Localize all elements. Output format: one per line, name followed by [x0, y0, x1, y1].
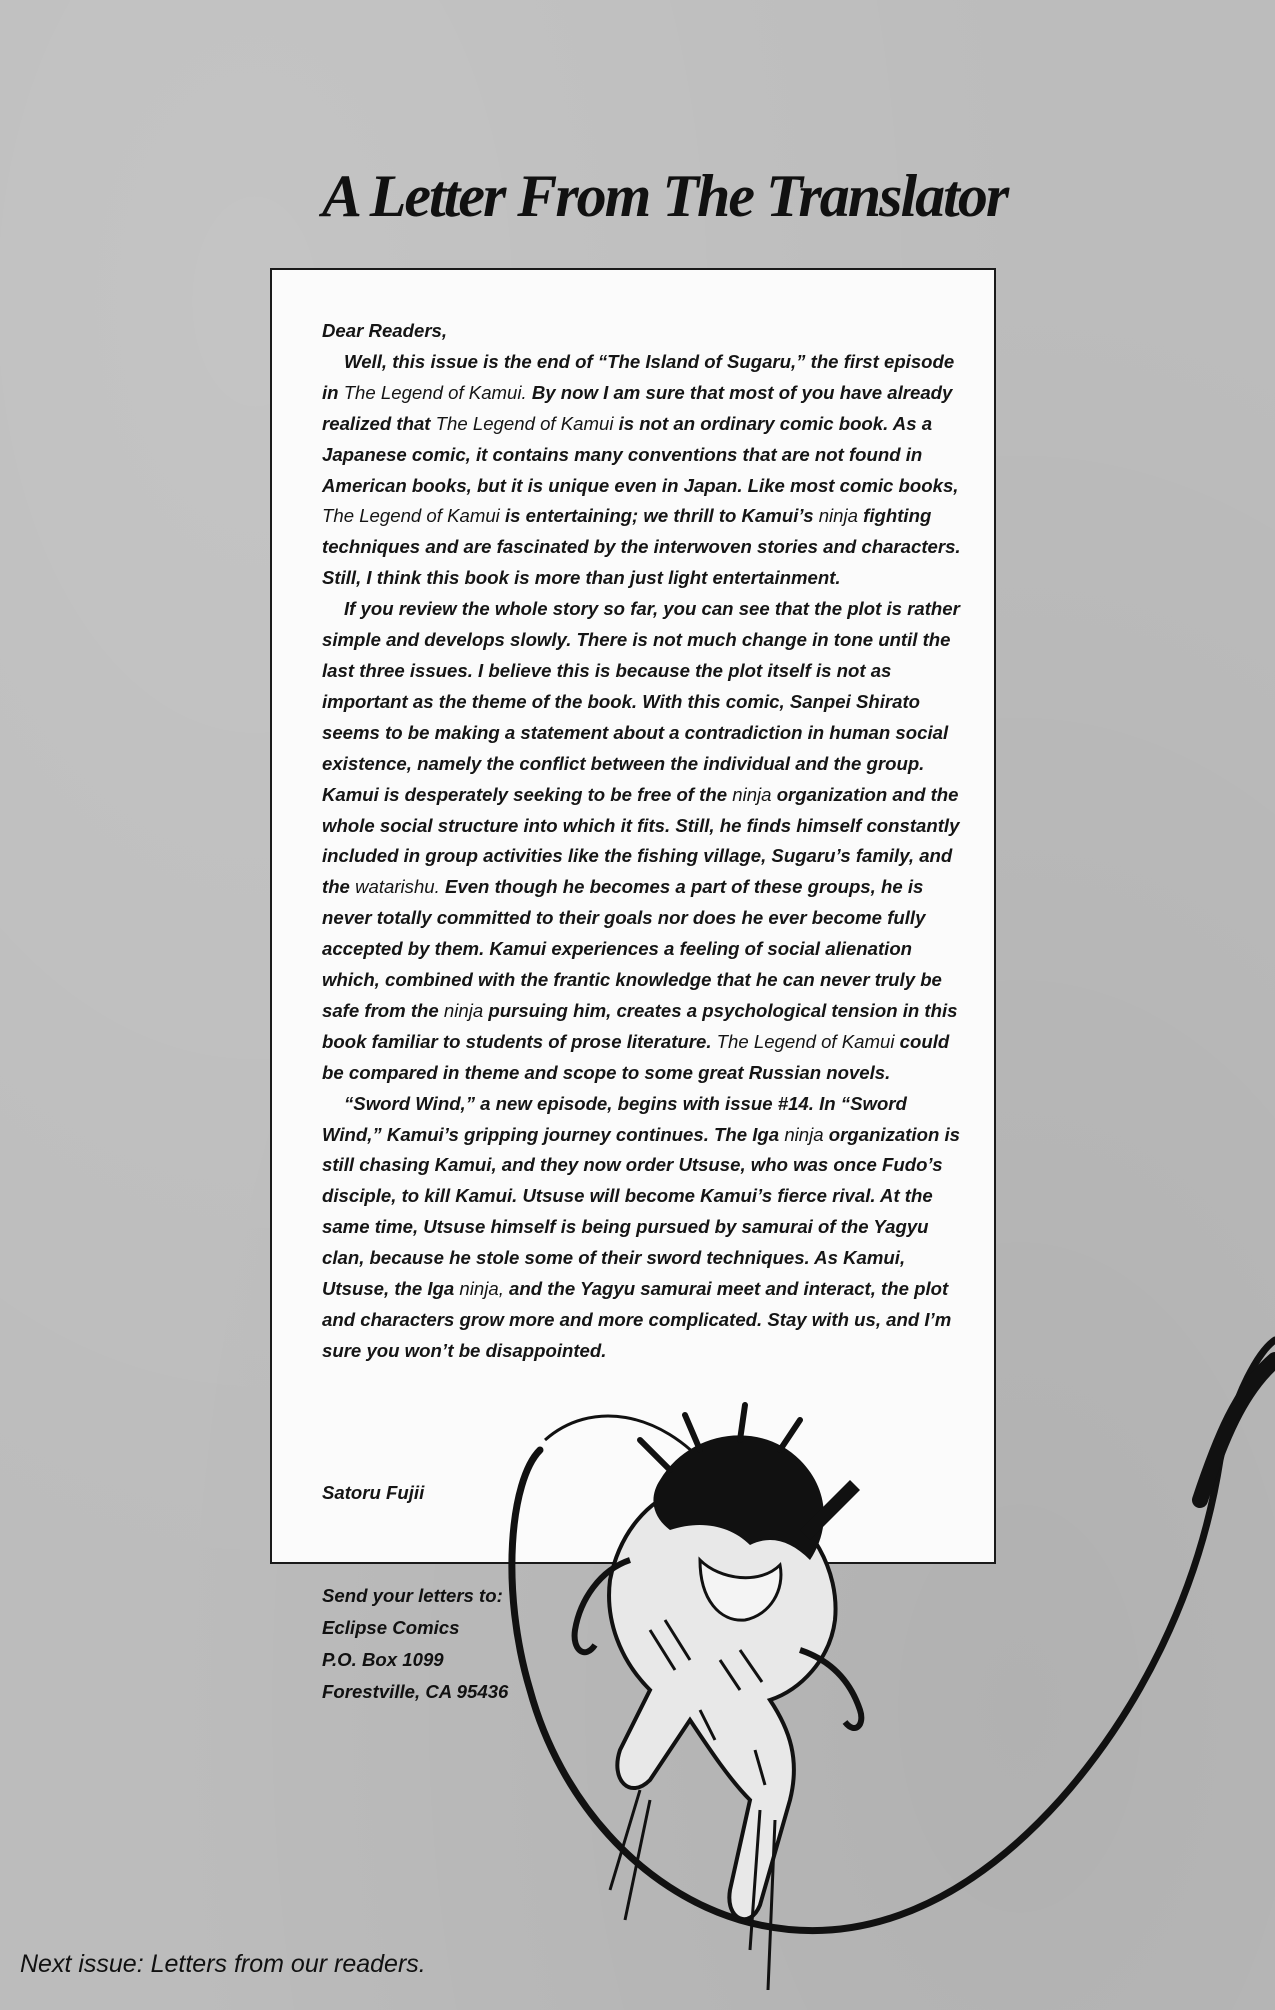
body-text: pursuing him, creates a psychological tension in this book familiar to students of prose literature.: [322, 999, 958, 1052]
body-text: Well, this issue is the end of “The Island of Sugaru,” the first episode in: [322, 350, 955, 403]
letter-signature: Satoru Fujii: [322, 1482, 425, 1503]
body-text: fighting techniques and are fascinated by the interwoven stories and characters. Still, I think this book is more than just light entertainment.: [322, 505, 961, 589]
letter-paragraph-3: [322, 1089, 962, 1367]
title-text: ninja: [818, 505, 858, 527]
address-line-2: P.O. Box 1099: [322, 1649, 444, 1670]
body-text: is entertaining; we thrill to Kamui’s: [499, 505, 819, 527]
title-text: The Legend of Kamui: [716, 1030, 895, 1052]
title-text: ninja: [732, 783, 772, 805]
ninja-figure-icon: [575, 1405, 862, 1990]
body-text: organization is still chasing Kamui, and they now order Utsuse, who was once Fudo’s disciple, to kill Kamui. Utsuse will become Kamui’s fierce rival. At the same time, Utsuse himself is being pursued by samurai of the Yagyu clan, because he stole some of their sword techniques. As Kamui, Utsuse, the Iga: [322, 1123, 960, 1300]
title-text: The Legend of Kamui: [435, 412, 614, 434]
body-text: Even though he becomes a part of these groups, he is never totally committed to their goals nor does he ever become fully accepted by them. Kamui experiences a feeling of social alienation which, combined with the frantic knowledge that he can never truly be safe from the: [322, 876, 942, 1021]
letter-paragraph-1: [322, 347, 962, 594]
page-title: A Letter From The Translator: [322, 163, 1008, 229]
kamui-ninja-illustration: [500, 1330, 1275, 2010]
mailing-address: [322, 1580, 508, 1708]
body-text: and the Yagyu samurai meet and interact, the plot and characters grow more and more complicated. Stay with us, and I’m sure you won’t be disappointed.: [322, 1278, 952, 1361]
address-line-3: Forestville, CA 95436: [322, 1681, 509, 1702]
letter-salutation: Dear Readers,: [322, 320, 448, 341]
title-text: ninja: [784, 1123, 824, 1145]
body-text: is not an ordinary comic book. As a Japanese comic, it contains many conventions that are not found in American books, but it is unique even in Japan. Like most comic books,: [322, 412, 959, 496]
letter-paragraph-2: [322, 594, 962, 1089]
body-text: could be compared in theme and scope to some great Russian novels.: [322, 1030, 950, 1083]
next-issue-note: Next issue: Letters from our readers.: [20, 1950, 426, 1978]
title-text: watarishu.: [355, 876, 440, 898]
address-line-1: Eclipse Comics: [322, 1617, 460, 1638]
body-text: organization and the whole social structure into which it fits. Still, he finds himself constantly included in group activities like the fishing village, Sugaru’s family, and the: [322, 783, 960, 898]
letter-body: [322, 316, 962, 1367]
body-text: By now I am sure that most of you have already realized that: [322, 381, 953, 434]
title-text: ninja: [443, 999, 484, 1021]
title-text: The Legend of Kamui: [322, 505, 500, 527]
address-heading: Send your letters to:: [322, 1585, 503, 1606]
title-text: ninja,: [459, 1278, 504, 1300]
title-text: The Legend of Kamui.: [343, 381, 527, 403]
body-text: If you review the whole story so far, you can see that the plot is rather simple and develops slowly. There is not much change in tone until the last three issues. I believe this is because the plot itself is not as important as the theme of the book. With this comic, Sanpei Shirato seems to be making a statement about a contradiction in human social existence, namely the conflict between the individual and the group. Kamui is desperately seeking to be free of the: [322, 598, 960, 805]
body-text: “Sword Wind,” a new episode, begins with issue #14. In “Sword Wind,” Kamui’s gripping journey continues. The Iga: [322, 1092, 907, 1145]
